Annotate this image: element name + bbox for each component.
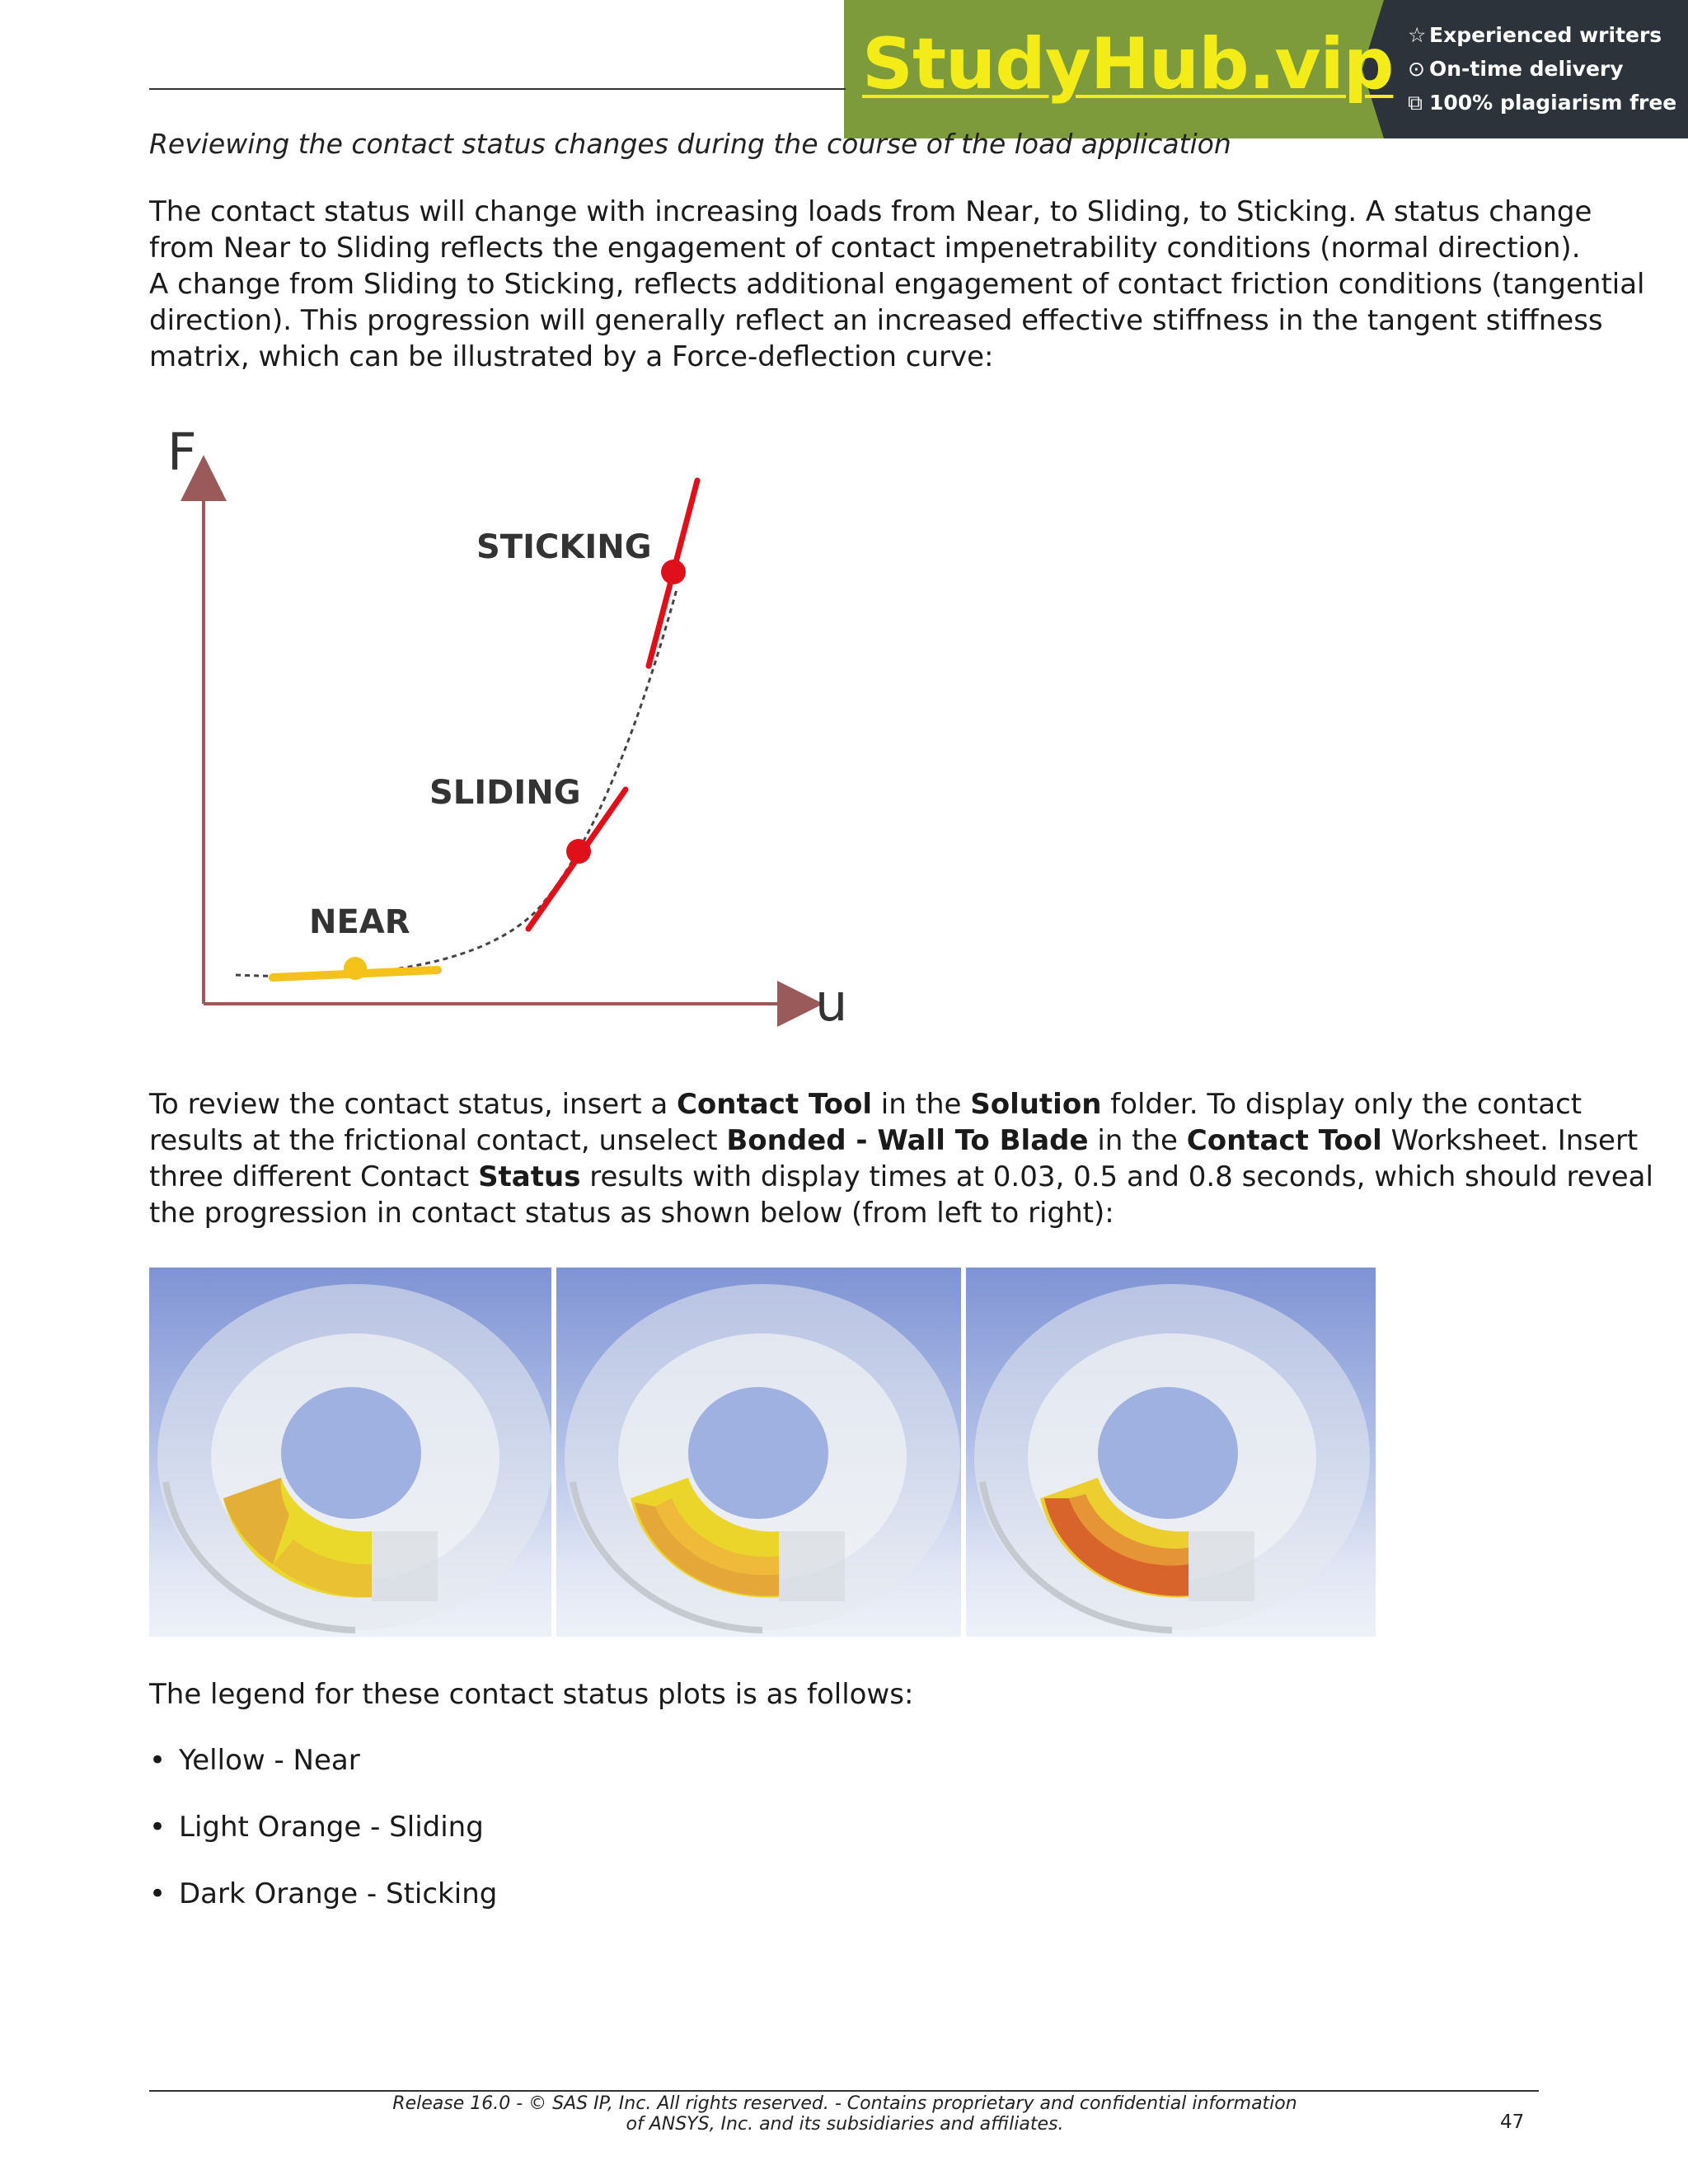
y-axis-label: F	[167, 422, 197, 482]
contact-status-plot-2	[556, 1268, 961, 1637]
legend-item-sliding: • Light Orange - Sliding	[149, 1811, 484, 1844]
clock-icon: ⊙	[1408, 57, 1425, 81]
legend-intro: The legend for these contact status plots is as follows:	[149, 1678, 914, 1711]
instructions-line: To review the contact status, insert a Contact Tool in the Solution folder. To display only the contact	[149, 1088, 1582, 1121]
header-rule	[149, 88, 846, 90]
banner-feature-writers: ☆ Experienced writers	[1408, 23, 1662, 47]
intro-line: from Near to Sliding reflects the engagement of contact impenetrability conditions (normal direction).	[149, 232, 1581, 265]
instructions-paragraph	[149, 1086, 1653, 1231]
x-axis-label: u	[815, 972, 848, 1033]
contact-status-plot-1	[149, 1268, 551, 1637]
copy-icon: ⧉	[1408, 91, 1423, 115]
instructions-line: the progression in contact status as shown below (from left to right):	[149, 1197, 1114, 1230]
footer-copyright: Release 16.0 - © SAS IP, Inc. All rights reserved. - Contains proprietary and confidential information of ANSYS, Inc. and its subsidiaries and affiliates.	[392, 2093, 1297, 2135]
intro-line: direction). This progression will generally reflect an increased effective stiffness in the tangent stiffness	[149, 304, 1603, 337]
banner-feature-delivery: ⊙ On-time delivery	[1408, 57, 1624, 81]
page-number: 47	[1500, 2111, 1525, 2133]
studyhub-banner[interactable]	[844, 0, 1688, 138]
sticking-point	[661, 560, 686, 584]
instructions-line: three different Contact Status results with display times at 0.03, 0.5 and 0.8 seconds, which should reveal	[149, 1160, 1653, 1193]
intro-line: A change from Sliding to Sticking, reflects additional engagement of contact friction conditions (tangential	[149, 268, 1645, 301]
legend-item-sticking: • Dark Orange - Sticking	[149, 1877, 498, 1910]
banner-logo[interactable]: StudyHub.vip	[862, 23, 1394, 105]
sliding-point	[566, 839, 591, 864]
near-label: NEAR	[309, 903, 410, 941]
section-heading: Reviewing the contact status changes during the course of the load application	[149, 128, 1231, 160]
force-deflection-chart	[149, 416, 858, 1076]
intro-line: matrix, which can be illustrated by a Force-deflection curve:	[149, 340, 994, 373]
banner-feature-plagiarism: ⧉ 100% plagiarism free	[1408, 91, 1677, 115]
legend-item-near: • Yellow - Near	[149, 1744, 360, 1777]
intro-paragraph	[149, 194, 1645, 375]
intro-line: The contact status will change with increasing loads from Near, to Sliding, to Sticking. A status change	[149, 195, 1592, 228]
footer-rule	[149, 2090, 1539, 2092]
sliding-label: SLIDING	[429, 774, 581, 812]
sticking-label: STICKING	[476, 528, 652, 566]
star-icon: ☆	[1408, 23, 1427, 47]
near-point	[344, 957, 367, 980]
instructions-line: results at the frictional contact, unselect Bonded - Wall To Blade in the Contact Tool Worksheet. Insert	[149, 1124, 1639, 1157]
contact-status-plot-3	[966, 1268, 1376, 1637]
